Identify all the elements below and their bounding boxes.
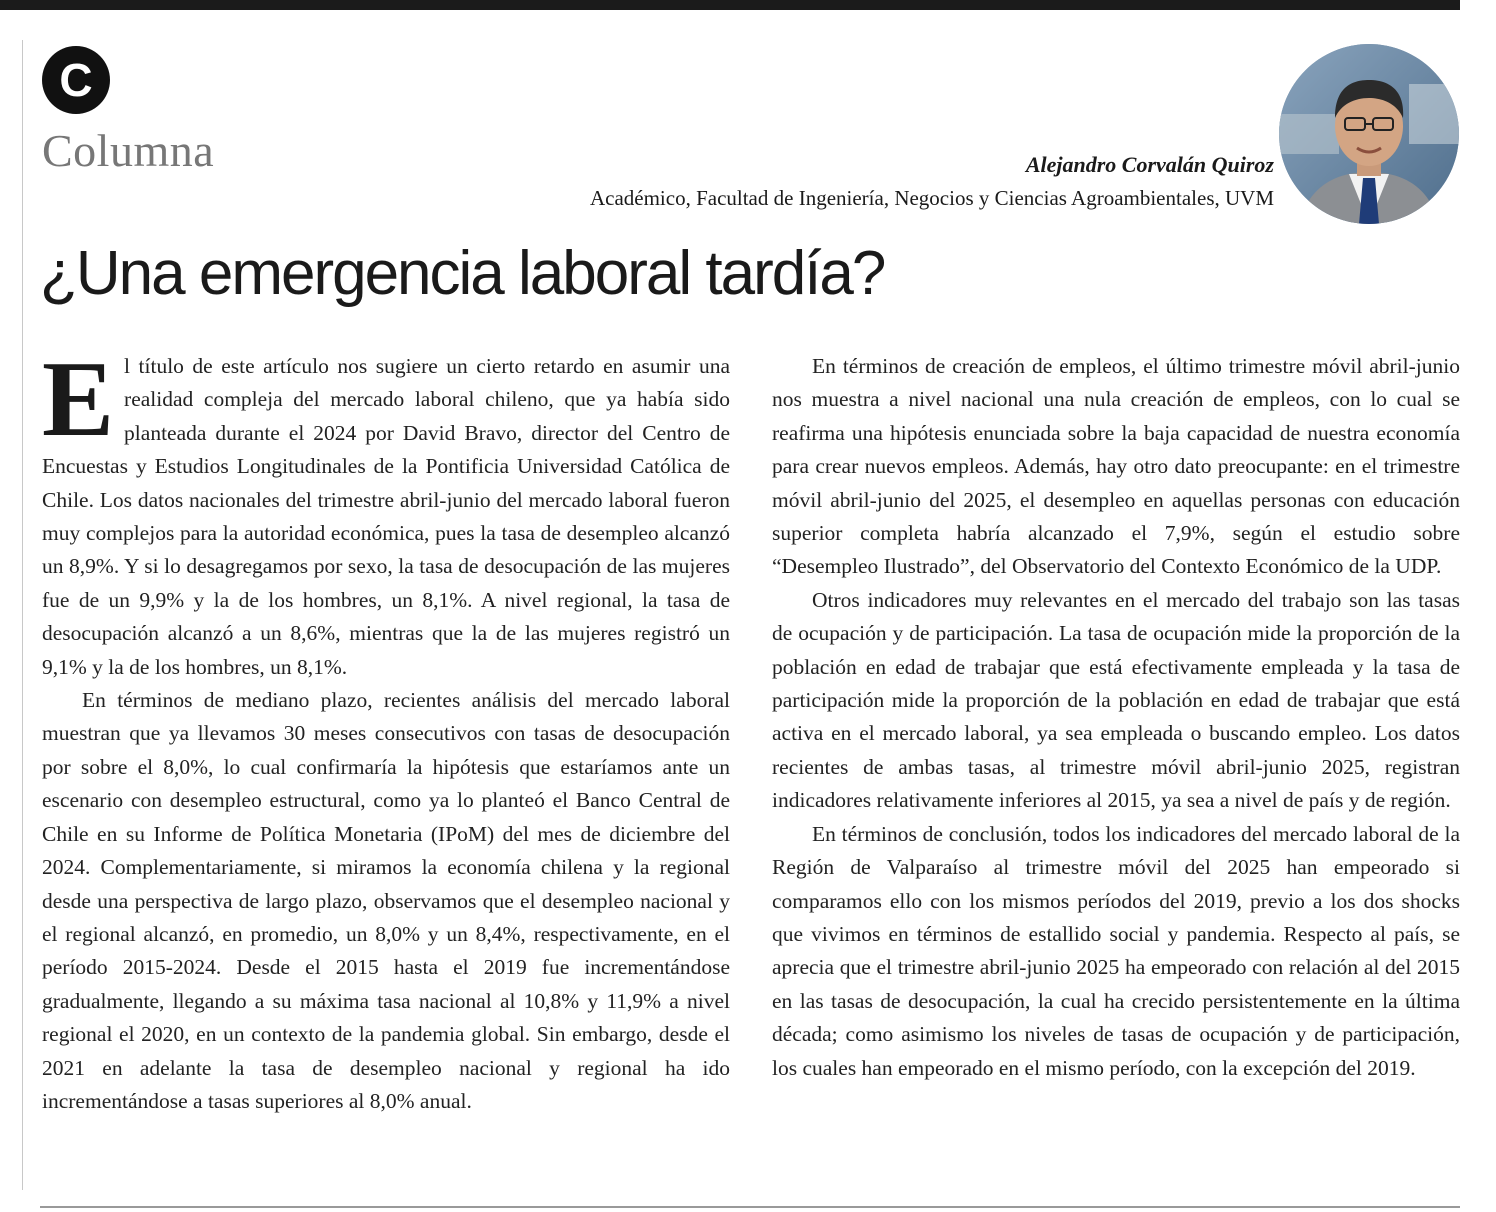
author-portrait-icon (1279, 44, 1459, 224)
column-side-rule (22, 40, 23, 1190)
headline: ¿Una emergencia laboral tardía? (40, 239, 885, 308)
author-role: Académico, Facultad de Ingeniería, Negocios y Ciencias Agroambientales, UVM (589, 186, 1274, 210)
article-column-left (42, 340, 730, 1118)
paragraph-4: Otros indicadores muy relevantes en el mercado del trabajo son las tasas de ocupación y de participación. La tasa de ocupación mide la proporción de la población en edad de trabajar que está efectivamente empleada y la tasa de participación mide la proporción de la población en edad de trabajar que está activa en el mercado laboral, ya sea empleada o buscando empleo. Los datos recientes de ambas tasas, al trimestre móvil abril-junio 2025, registran indicadores relativamente inferiores al 2015, ya sea a nivel de país y de región. (772, 587, 1460, 813)
author-name: Alejandro Corvalán Quiroz (1025, 152, 1274, 177)
section-name: Columna (42, 125, 215, 176)
top-rule (0, 0, 1460, 10)
bottom-rule (40, 1206, 1460, 1208)
section-badge: C (42, 46, 110, 114)
paragraph-1-text: l título de este artículo nos sugiere un cierto retardo en asumir una realidad compleja del mercado laboral chileno, que ya había sido planteada durante el 2024 por David Bravo, director del Centro de Encuestas y Estudios Longitudinales de la Pontificia Universidad Católica de Chile. Los datos nacionales del trimestre abril-junio del mercado laboral fueron muy complejos para la autoridad económica, pues la tasa de desempleo alcanzó un 8,9%. Y si lo desagregamos por sexo, la tasa de desocupación de las mujeres fue de un 9,9% y la de los hombres, un 8,1%. A nivel regional, la tasa de desocupación alcanzó a un 8,6%, mientras que la de las mujeres registró un 9,1% y la de los hombres, un 8,1%. (42, 354, 730, 679)
paragraph-2: En términos de mediano plazo, recientes análisis del mercado laboral muestran que ya llevamos 30 meses consecutivos con tasas de desocupación por sobre el 8,0%, lo cual confirmaría la hipótesis que estaríamos ante un escenario con desempleo estructural, como ya lo planteó el Banco Central de Chile en su Informe de Política Monetaria (IPoM) del mes de diciembre del 2024. Complementariamente, si miramos la economía chilena y la regional desde una perspectiva de largo plazo, observamos que el desempleo nacional y el regional alcanzó, en promedio, un 8,0% y un 8,4%, respectivamente, en el período 2015-2024. Desde el 2015 hasta el 2019 fue incrementándose gradualmente, llegando a su máxima tasa nacional al 10,8% y 11,9% a nivel regional el 2020, en un contexto de la pandemia global. Sin embargo, desde el 2021 en adelante la tasa de desempleo nacional y regional ha ido incrementándose a tasas superiores al 8,0% anual. (42, 688, 730, 1113)
paragraph-1 (42, 340, 730, 684)
author-photo (1279, 44, 1459, 224)
drop-cap: E (42, 340, 115, 459)
paragraph-3: En términos de creación de empleos, el último trimestre móvil abril-junio nos muestra a nivel nacional una nula creación de empleos, con lo cual se reafirma una hipótesis enunciada sobre la baja capacidad de nuestra economía para crear nuevos empleos. Además, hay otro dato preocupante: en el trimestre móvil abril-junio del 2025, el desempleo en aquellas personas con educación superior completa habría alcanzado el 7,9%, según el estudio sobre “Desempleo Ilustrado”, del Observatorio del Contexto Económico de la UDP. (772, 354, 1460, 579)
article-column-right (772, 350, 1460, 1085)
paragraph-5: En términos de conclusión, todos los indicadores del mercado laboral de la Región de Valparaíso al trimestre móvil del 2025 han empeorado si comparamos ello con los mismos períodos del 2019, previo a los dos shocks que vivimos en términos de estallido social y pandemia. Respecto al país, se aprecia que el trimestre abril-junio 2025 ha empeorado con relación al del 2015 en las tasas de desocupación, la cual ha crecido persistentemente en la última década; como asimismo los niveles de tasas de ocupación y de participación, los cuales han empeorado en el mismo período, con la excepción del 2019. (772, 821, 1460, 1080)
